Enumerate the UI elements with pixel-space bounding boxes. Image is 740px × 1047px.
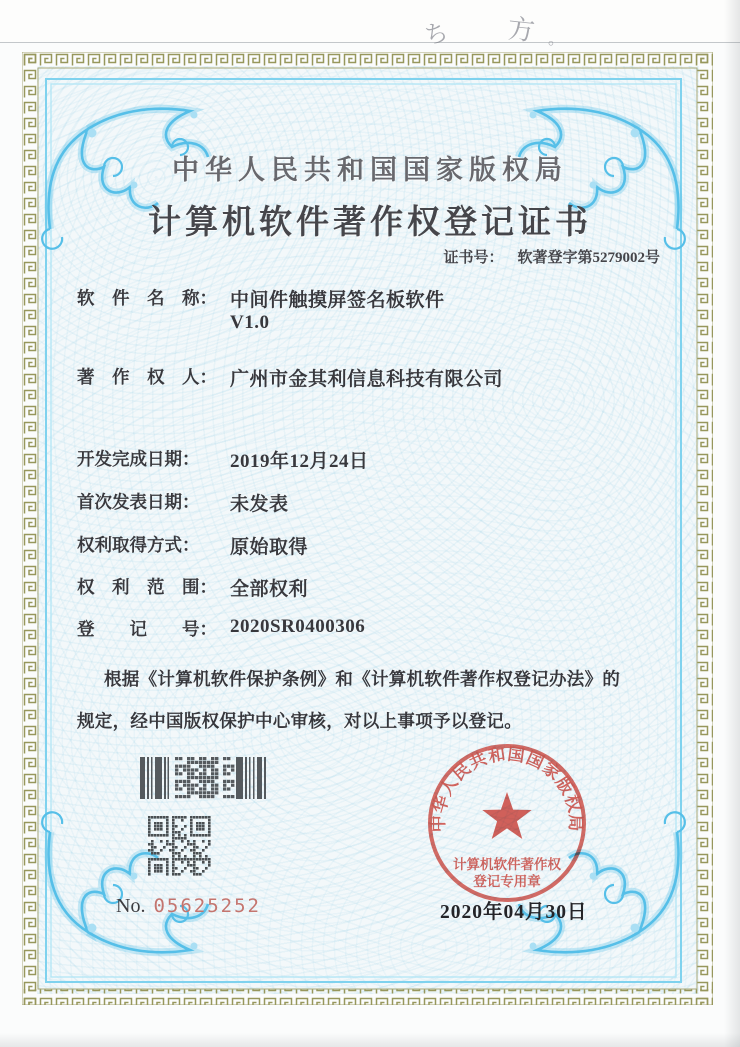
field-copyright-owner: [77, 364, 677, 391]
field-value: 2020SR0400306: [230, 616, 366, 637]
certificate-number: [443, 246, 660, 267]
handwriting-mark: ち: [422, 18, 451, 50]
issue-date: 2020年04月30日: [440, 902, 588, 923]
handwriting-mark: 方: [506, 13, 537, 48]
serial-number: [116, 895, 261, 918]
field-software-version: [230, 312, 740, 334]
field-value: 2019年12月24日: [230, 451, 369, 472]
field-label: 首次发表日期：: [77, 492, 200, 512]
handwriting-mark: 。: [548, 29, 565, 48]
field-label: 权 利 范 围：: [77, 577, 217, 597]
field-software-name: [77, 285, 677, 312]
barcode-icon: [140, 755, 266, 801]
seal-star-icon: [482, 792, 531, 839]
registration-statement-line2: 规定，经中国版权保护中心审核，对以上事项予以登记。: [77, 711, 522, 731]
certificate-title: 计算机软件著作权登记证书: [148, 205, 592, 241]
seal-ring-text: 中华人民共和国国家版权局: [428, 744, 586, 833]
field-label: 软 件 名 称：: [77, 288, 217, 308]
field-first-publication-date: [77, 489, 677, 516]
seal-caption-line1: 计算机软件著作权: [453, 857, 561, 872]
registration-statement-line1: 根据《计算机软件保护条例》和《计算机软件著作权登记办法》的: [104, 669, 621, 689]
field-label: 著 作 权 人：: [77, 367, 217, 387]
certificate-number-value: 软著登字第5279002号: [517, 250, 660, 266]
field-value: 未发表: [230, 494, 289, 515]
qr-code-icon: [148, 816, 211, 876]
field-label: 权利取得方式：: [77, 535, 200, 555]
field-label: 开发完成日期：: [77, 449, 200, 469]
field-rights-acquisition: [77, 532, 677, 559]
field-registration-number: [77, 616, 677, 641]
field-value: 中间件触摸屏签名板软件: [230, 290, 445, 311]
scan-shadow: [0, 1033, 740, 1047]
certificate-number-label: 证书号：: [443, 250, 504, 266]
field-label: 登 记 号：: [77, 619, 217, 639]
field-completion-date: [77, 446, 677, 473]
seal-caption-line2: 登记专用章: [473, 874, 541, 889]
scan-shadow: [724, 0, 740, 1047]
field-value: 原始取得: [230, 537, 309, 558]
field-value: V1.0: [230, 312, 270, 333]
serial-number-label: No.: [116, 895, 146, 917]
field-value: 全部权利: [230, 579, 309, 600]
issuing-authority: 中华人民共和国国家版权局: [172, 155, 568, 185]
field-value: 广州市金其利信息科技有限公司: [230, 369, 504, 390]
field-rights-scope: [77, 574, 677, 601]
official-seal: [424, 740, 590, 910]
serial-number-value: 05625252: [153, 895, 261, 917]
